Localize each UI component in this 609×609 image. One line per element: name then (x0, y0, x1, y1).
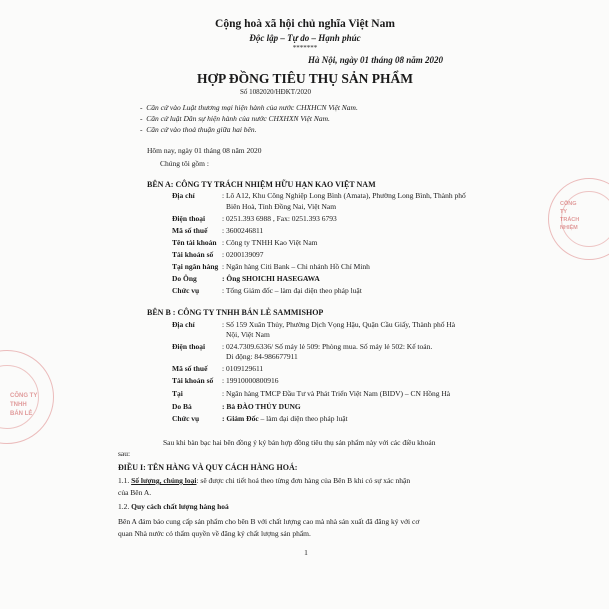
party-b-role-label: Chức vụ (172, 414, 200, 423)
party-b-address-1: : Số 159 Xuân Thủy, Phường Dịch Vọng Hậu, Quận Cầu Giấy, Thành phố Hà (222, 320, 456, 329)
party-b-rep-label: Do Bà (172, 402, 192, 411)
party-a-rep: : Ông SHOICHI HASEGAWA (222, 274, 320, 283)
party-a-address-1: : Lô A12, Khu Công Nghiệp Long Bình (Amata), Phường Long Bình, Thành phố (222, 191, 466, 200)
party-a-bank-label: Tại ngân hàng (172, 262, 219, 271)
party-b-acct-no-label: Tài khoản số (172, 376, 214, 385)
party-a-acct-no-label: Tài khoản số (172, 250, 214, 259)
we-line: Chúng tôi gồm : (160, 159, 209, 168)
party-b-phone-1: : 024.7309.6336/ Số máy lẻ 509: Phòng mua. Số máy lẻ 502: Kế toán. (222, 342, 433, 351)
contract-title: HỢP ĐỒNG TIÊU THỤ SẢN PHẨM (197, 71, 413, 86)
party-a-tax: : 3600246811 (222, 226, 264, 235)
today-line: Hôm nay, ngày 01 tháng 08 năm 2020 (147, 146, 262, 155)
party-a-heading: BÊN A: CÔNG TY TRÁCH NHIỆM HỮU HẠN KAO VIỆT NAM (147, 180, 376, 189)
seal-a-text: CÔNG TY TRÁCH NHIỆM (560, 201, 580, 231)
party-a-tax-label: Mã số thuế (172, 226, 208, 235)
stars-divider: ******* (292, 44, 318, 52)
party-a-phone: : 0251.393 6988 , Fax: 0251.393 6793 (222, 214, 337, 223)
basis-3: - Căn cứ vào thoả thuận giữa hai bên. (140, 125, 257, 134)
party-a-bank: : Ngân hàng Citi Bank – Chi nhánh Hồ Chí Minh (222, 262, 370, 271)
party-b-phone-2: Di động: 84-986677911 (226, 352, 298, 361)
party-a-phone-label: Điện thoại (172, 214, 206, 223)
seal-b-text: CÔNG TY TNHH BÁN LẺ (10, 393, 38, 417)
party-b-bank: : Ngân hàng TMCP Đầu Tư và Phát Triển Việt Nam (BIDV) – CN Hồng Hà (222, 389, 451, 398)
party-b-phone-label: Điện thoại (172, 342, 206, 351)
article-1-para-1: 1.1. Số lượng, chủng loại: sẽ được chi tiết hoá theo từng đơn hàng của Bên B khi có sự xác nhận (118, 476, 411, 485)
party-b-acct-no: : 19910000800916 (222, 376, 279, 385)
party-a-acct-no: : 0200139097 (222, 250, 264, 259)
basis-2: - Căn cứ luật Dân sự hiện hành của nước CHXHXN Việt Nam. (140, 114, 330, 123)
page-number: 1 (304, 548, 308, 557)
party-a-acct-name-label: Tên tài khoản (172, 238, 217, 247)
party-a-role: : Tổng Giám đốc – làm đại diện theo pháp luật (222, 286, 362, 295)
party-b-bank-label: Tại (172, 389, 183, 398)
party-a-rep-label: Do Ông (172, 274, 197, 283)
party-b-heading: BÊN B : CÔNG TY TNHH BÁN LẺ SAMMISHOP (147, 308, 324, 317)
party-b-role: : Giám Đốc – làm đại diện theo pháp luật (222, 414, 348, 423)
party-b-address-2: Nội, Việt Nam (226, 330, 270, 339)
agreement-line-2: sau: (118, 449, 131, 458)
agreement-line: Sau khi bàn bạc hai bên đồng ý ký bản hợp đồng tiêu thụ sản phẩm này với các điều khoản (163, 438, 436, 447)
nation-title: Cộng hoà xã hội chủ nghĩa Việt Nam (215, 18, 395, 30)
article-1-heading: ĐIỀU I: TÊN HÀNG VÀ QUY CÁCH HÀNG HOÁ: (118, 463, 298, 472)
basis-1: - Căn cứ vào Luật thương mại hiện hành của nước CHXHCN Việt Nam. (140, 103, 358, 112)
party-a-address-2: Biên Hoà, Tỉnh Đồng Nai, Việt Nam (226, 202, 337, 211)
contract-number: Số 1082020/HĐKT/2020 (240, 88, 311, 96)
article-1-para-3: Bên A đảm bảo cung cấp sản phẩm cho bên B với chất lượng cao mà nhà sản xuất đã đăng ký với cơ (118, 517, 420, 526)
article-1-para-1-cont: của Bên A. (118, 488, 152, 497)
party-b-tax: : 0109129611 (222, 364, 264, 373)
party-a-acct-name: : Công ty TNHH Kao Việt Nam (222, 238, 318, 247)
place-date: Hà Nội, ngày 01 tháng 08 năm 2020 (308, 55, 444, 65)
party-a-address-label: Địa chỉ (172, 191, 195, 200)
party-b-rep: : Bà ĐÀO THỦY DUNG (222, 402, 301, 411)
article-1-para-2: 1.2. Quy cách chất lượng hàng hoá (118, 502, 229, 511)
motto: Độc lập – Tự do – Hạnh phúc (249, 33, 361, 43)
party-b-address-label: Địa chỉ (172, 320, 195, 329)
article-1-para-3-cont: quan Nhà nước có thẩm quyền về đăng ký chất lượng sản phẩm. (118, 529, 311, 538)
party-a-role-label: Chức vụ (172, 286, 200, 295)
party-b-tax-label: Mã số thuế (172, 364, 208, 373)
